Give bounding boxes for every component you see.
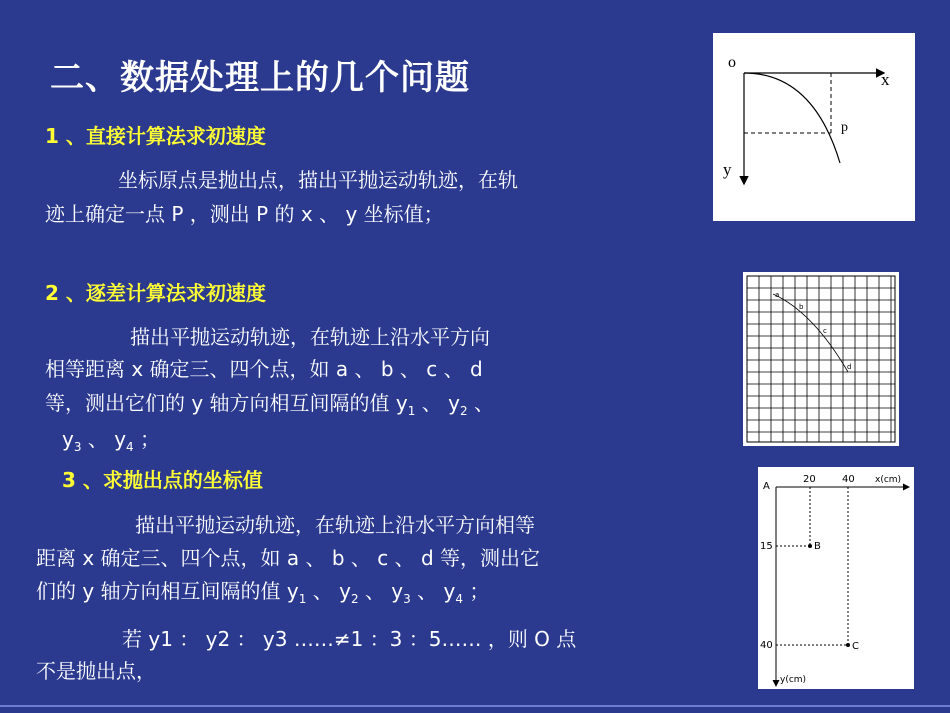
tick-40: 40 <box>842 474 855 485</box>
section-2-line-2: 相等距离 x 确定三、四个点，如 a 、 b 、 c 、 d <box>45 357 483 381</box>
grid-figure <box>743 272 899 446</box>
section-3-line-5: 不是抛出点， <box>36 659 156 683</box>
sub-3: 3 <box>73 440 82 454</box>
y-unit-label: y(cm) <box>780 675 807 685</box>
section-2-line-3b: 、 y <box>415 391 460 415</box>
section-3-line-3c: 、 y <box>358 579 404 603</box>
x-label: x <box>881 70 890 89</box>
grid-svg <box>743 272 899 446</box>
section-3-line-3 <box>36 574 489 617</box>
section-3-heading: 3 、求抛出点的坐标值 <box>62 468 263 492</box>
sub-1: 1 <box>407 404 416 418</box>
section-3-line-2: 距离 x 确定三、四个点，如 a 、 b 、 c 、 d 等，测出它 <box>36 546 541 570</box>
section-2-line-3c: 、 <box>467 391 494 415</box>
sub-2: 2 <box>350 592 359 606</box>
point-c <box>846 643 850 647</box>
point-c-label: C <box>852 641 859 652</box>
sub-4: 4 <box>455 592 463 606</box>
trajectory-figure <box>713 33 915 221</box>
point-b <box>808 544 812 548</box>
section-3-line-3a: 们的 y 轴方向相互间隔的值 y <box>36 579 299 603</box>
section-2-line-1: 描出平抛运动轨迹，在轨迹上沿水平方向 <box>130 325 490 349</box>
page-title: 二、数据处理上的几个问题 <box>50 58 470 98</box>
sub-1: 1 <box>298 592 307 606</box>
point-d-label: d <box>847 363 852 371</box>
section-2-line-4b: 、 y <box>81 427 127 451</box>
section-3-line-4: 若 y1 ： y2 ： y3 ……≠1 ：3 ：5…… ，则 O 点 <box>122 627 577 651</box>
section-2-line-3a: 等，测出它们的 y 轴方向相互间隔的值 y <box>45 391 408 415</box>
section-3-line-3b: 、 y <box>306 579 351 603</box>
point-c-label: c <box>823 327 827 335</box>
section-3-line-3e: ； <box>463 579 490 603</box>
point-b-label: B <box>814 541 821 552</box>
section-3-line-1: 描出平抛运动轨迹，在轨迹上沿水平方向相等 <box>135 513 535 537</box>
section-3-line-3d: 、 y <box>410 579 456 603</box>
section-2-line-4 <box>62 422 160 465</box>
tick-20: 20 <box>803 474 816 485</box>
coordinate-figure <box>758 467 914 689</box>
p-label: p <box>841 120 848 135</box>
origin-label: o <box>728 54 736 71</box>
sub-2: 2 <box>459 404 468 418</box>
x-unit-label: x(cm) <box>875 475 902 485</box>
sub-3: 3 <box>403 592 411 606</box>
sub-4: 4 <box>126 440 134 454</box>
section-1-heading: 1 、直接计算法求初速度 <box>45 124 266 148</box>
section-2-heading: 2 、逐差计算法求初速度 <box>45 281 266 305</box>
point-b-label: b <box>799 303 804 311</box>
bottom-divider <box>0 705 950 707</box>
coordinate-svg <box>758 467 914 689</box>
trajectory-svg <box>713 33 915 221</box>
point-a-label: a <box>775 291 780 299</box>
tick-15: 15 <box>760 541 773 552</box>
section-2-line-4a: y <box>62 427 74 451</box>
tick-40-y: 40 <box>760 640 773 651</box>
trajectory-curve <box>744 73 840 163</box>
section-1-line-1: 坐标原点是抛出点，描出平抛运动轨迹，在轨 <box>118 168 518 192</box>
section-2-line-4c: ； <box>133 427 161 451</box>
point-a-label: A <box>763 481 770 492</box>
y-label: y <box>723 160 732 179</box>
section-1-line-2: 迹上确定一点 P ，测出 P 的 x 、 y 坐标值； <box>45 202 444 226</box>
